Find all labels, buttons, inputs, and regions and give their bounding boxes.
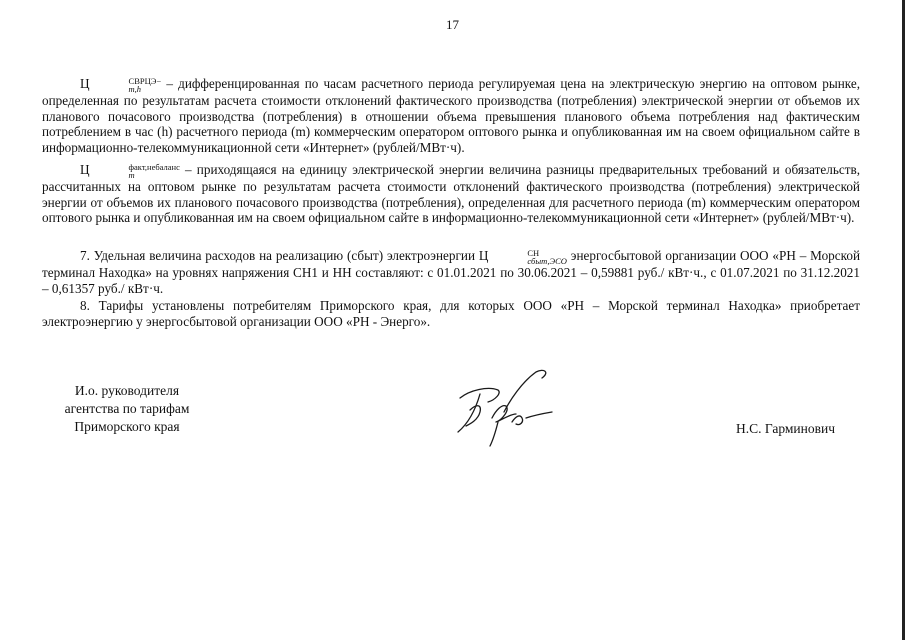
paragraph-text: – приходящаяся на единицу электрической энергии величина разницы предварительных требований и обязательств, рассчитанных на оптовом рынке по результатам расчета стоимости отклонений фактического производства (потребления) электрической энергии от объемов их планового почасового производства (потребления), определенная для расчетного периода (m) коммерческим оператором оптового рынка и опубликованная им на своем официальном сайте в информационно-телекоммуникационной сети «Интернет» (рублей/МВт·ч). [42, 162, 860, 226]
symbol-base: Ц [80, 162, 90, 177]
paragraph-price-svrce [42, 76, 860, 156]
paragraph-text: 7. Удельная величина расходов на реализацию (сбыт) электроэнергии [80, 248, 479, 263]
symbol-base: Ц [80, 76, 90, 91]
formula-symbol [80, 75, 162, 94]
symbol-subscript: m,h [128, 83, 142, 94]
paragraph-text: 8. Тарифы установлены потребителям Приморского края, для которых ООО «РН – Морской терминал Находка» приобретает электроэнергию у энергосбытовой организации ООО «РН - Энерго». [42, 298, 860, 329]
formula-symbol [80, 161, 180, 180]
symbol-base: Ц [478, 248, 489, 263]
signatory-title-line: И.о. руководителя [74, 383, 180, 398]
symbol-subscript: m [128, 169, 135, 180]
paragraph-text: – дифференцированная по часам расчетного периода регулируемая цена на электрическую энергию на оптовом рынке, определенная по результатам расчета стоимости отклонений фактического производства (потребления) электрической энергии от объемов их планового почасового производства (потребления) в отношении объема превышения планового объема потребления над фактическим потреблением в час (h) расчетного периода (m) коммерческим оператором оптового рынка и опубликованная им на своем официальном сайте в информационно-телекоммуникационной сети «Интернет» (рублей/МВт·ч). [42, 76, 860, 156]
handwritten-signature [440, 360, 570, 460]
signatory-title-line: агентства по тарифам [64, 401, 190, 416]
signatory-title-line: Приморского края [74, 419, 180, 434]
symbol-superscript: СН [527, 247, 540, 258]
paragraph-item-7 [42, 248, 860, 296]
page-number: 17 [446, 17, 459, 32]
paragraph-item-8 [42, 298, 860, 329]
paragraph-text: энергосбытовой организации ООО «РН – Морской терминал Находка» на уровнях напряжения СН1 и НН составляют: с 01.01.2021 по 30.06.2021 – 0,59881 руб./ кВт·ч., с 01.07.2021 по 31.12.2021 – 0,61357 руб./ кВт·ч. [42, 248, 860, 296]
paragraph-price-imbalance [42, 162, 860, 226]
symbol-subscript: сбыт,ЭСО [527, 255, 567, 266]
signatory-name: Н.С. Гарминович [736, 421, 836, 436]
symbol-superscript: СВРЦЭ− [128, 75, 162, 86]
symbol-superscript: факт,небаланс [128, 161, 180, 172]
signatory-title [52, 382, 202, 436]
formula-symbol [478, 247, 567, 266]
